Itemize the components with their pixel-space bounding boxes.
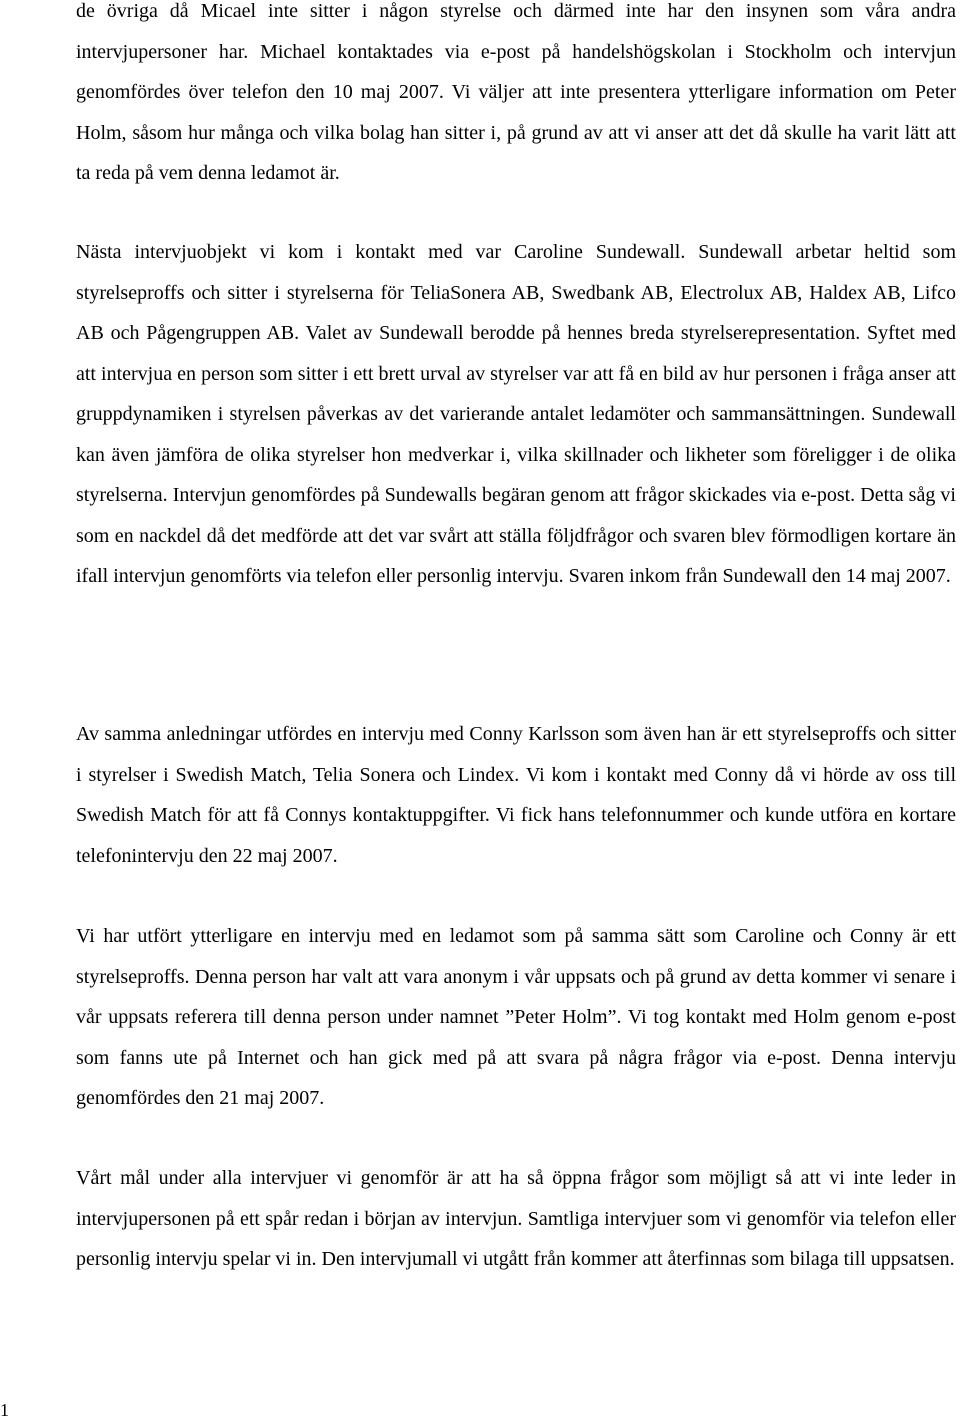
paragraph-5 (76, 1158, 956, 1280)
paragraph-text: Vi har utfört ytterligare en intervju med en ledamot som på samma sätt som Caroline och Conny är ett styrelseproffs. Denna person har valt att vara anonym i vår uppsats och på grund av detta kommer vi senare i vår uppsats referera till denna person under namnet ”Peter Holm”. Vi tog kontakt med Holm genom e-post som fanns ute på Internet och han gick med på att svara på några frågor via e-post. Denna intervju genomfördes den 21 maj 2007. (76, 925, 956, 1109)
paragraph-1 (76, 0, 956, 194)
page-number: 1 (0, 1400, 9, 1420)
paragraph-text: Vårt mål under alla intervjuer vi genomför är att ha så öppna frågor som möjligt så att vi inte leder in intervjupersonen på ett spår redan i början av intervjun. Samtliga intervjuer som vi genomför via telefon eller personlig intervju spelar vi in. Den intervjumall vi utgått från kommer att återfinnas som bilaga till uppsatsen. (76, 1167, 956, 1270)
paragraph-text: Nästa intervjuobjekt vi kom i kontakt med var Caroline Sundewall. Sundewall arbetar heltid som styrelseproffs och sitter i styrelserna för TeliaSonera AB, Swedbank AB, Electrolux AB, Haldex AB, Lifco AB och Pågengruppen AB. Valet av Sundewall berodde på hennes breda styrelserepresentation. Syftet med att intervjua en person som sitter i ett brett urval av styrelser var att få en bild av hur personen i fråga anser att gruppdynamiken i styrelsen påverkas av det varierande antalet ledamöter och sammansättningen. Sundewall kan även jämföra de olika styrelser hon medverkar i, vilka skillnader och likheter som föreligger i de olika styrelserna. Intervjun genomfördes på Sundewalls begäran genom att frågor skickades via e-post. Detta såg vi som en nackdel då det medförde att det var svårt att ställa följdfrågor och svaren blev förmodligen kortare än ifall intervjun genomförts via telefon eller personlig intervju. Svaren inkom från Sundewall den 14 maj 2007. (76, 241, 956, 587)
paragraph-3 (76, 714, 956, 876)
paragraph-4 (76, 916, 956, 1119)
paragraph-2 (76, 232, 956, 597)
paragraph-text: Av samma anledningar utfördes en intervju med Conny Karlsson som även han är ett styrelseproffs och sitter i styrelser i Swedish Match, Telia Sonera och Lindex. Vi kom i kontakt med Conny då vi hörde av oss till Swedish Match för att få Connys kontaktuppgifter. Vi fick hans telefonnummer och kunde utföra en kortare telefonintervju den 22 maj 2007. (76, 723, 956, 867)
paragraph-text: de övriga då Micael inte sitter i någon styrelse och därmed inte har den insynen som våra andra intervjupersoner har. Michael kontaktades via e-post på handelshögskolan i Stockholm och intervjun genomfördes över telefon den 10 maj 2007. Vi väljer att inte presentera ytterligare information om Peter Holm, såsom hur många och vilka bolag han sitter i, på grund av att vi anser att det då skulle ha varit lätt att ta reda på vem denna ledamot är. (76, 0, 956, 184)
